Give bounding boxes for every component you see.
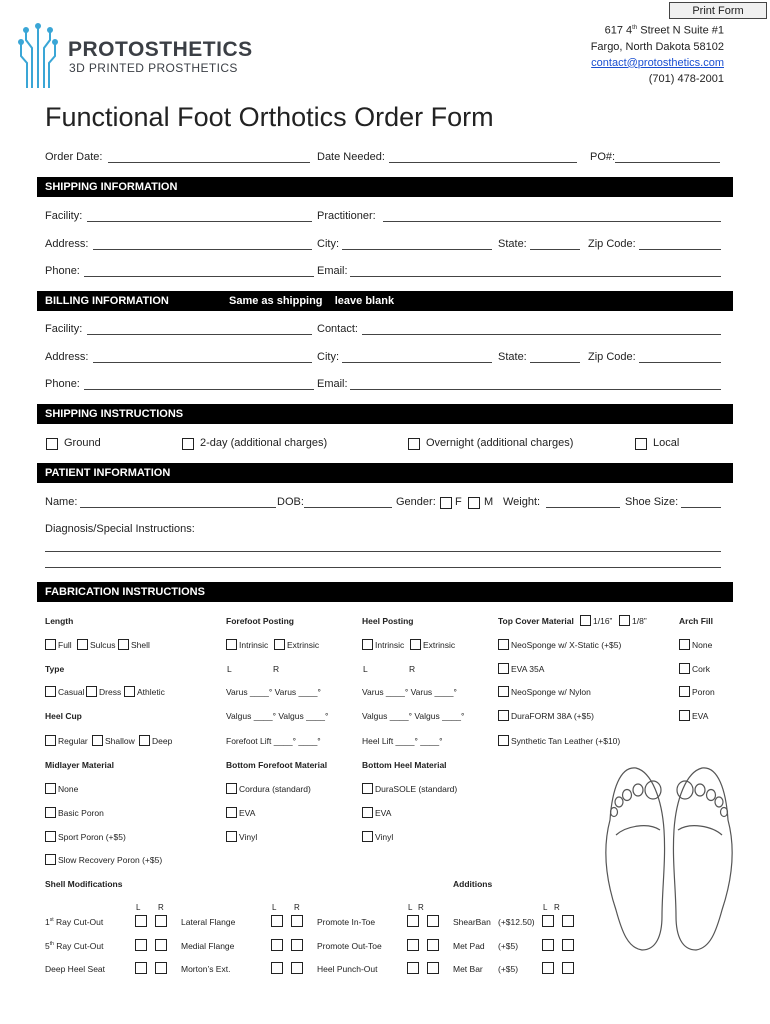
heel-cup-shallow-label: Shallow: [105, 736, 135, 746]
type-dress-checkbox[interactable]: [86, 686, 97, 697]
ship-email-label: Email:: [317, 265, 348, 277]
ship-phone-label: Phone:: [45, 265, 80, 277]
date-needed-label: Date Needed:: [317, 151, 385, 163]
billing-note: Same as shipping leave blank: [229, 295, 395, 307]
patient-shoe-field[interactable]: [681, 507, 721, 508]
midlayer-slow-poron-label: Slow Recovery Poron (+$5): [58, 855, 163, 865]
billing-info-header: [37, 291, 733, 311]
ray5-r-checkbox[interactable]: [155, 939, 167, 951]
pro-in-r-checkbox[interactable]: [427, 915, 439, 927]
arch-fill-eva-label: EVA: [692, 711, 709, 721]
overnight-checkbox[interactable]: [408, 438, 420, 450]
sm-col1-r: R: [158, 903, 164, 912]
shearban-label: ShearBan: [453, 917, 491, 927]
overnight-label: Overnight (additional charges): [426, 437, 574, 449]
forefoot-varus[interactable]: Varus ____° Varus ____°: [226, 687, 321, 697]
ground-checkbox[interactable]: [46, 438, 58, 450]
bill-contact-field[interactable]: [362, 334, 721, 335]
ship-city-field[interactable]: [342, 249, 492, 250]
medial-l-checkbox[interactable]: [271, 939, 283, 951]
ship-zip-field[interactable]: [639, 249, 721, 250]
top-cover-eva35a-label: EVA 35A: [511, 664, 545, 674]
two-day-label: 2-day (additional charges): [200, 437, 328, 449]
top-cover-neosponge-x-label: NeoSponge w/ X-Static (+$5): [511, 640, 622, 650]
met-pad-price: (+$5): [498, 941, 519, 951]
gender-m-label: M: [484, 496, 494, 508]
patient-name-label: Name:: [45, 496, 78, 508]
ship-email-field[interactable]: [350, 276, 721, 277]
sm-col4-r: R: [554, 903, 560, 912]
brand-tagline: 3D PRINTED PROSTHETICS: [69, 61, 238, 75]
midlayer-sport-poron-checkbox[interactable]: [45, 831, 56, 842]
print-form-button[interactable]: Print Form: [669, 2, 767, 19]
bill-state-field[interactable]: [530, 362, 580, 363]
type-athletic-checkbox[interactable]: [124, 686, 135, 697]
heel-l-label: L: [363, 664, 368, 674]
forefoot-extrinsic-checkbox[interactable]: [274, 639, 285, 650]
order-date-label: Order Date:: [45, 151, 103, 163]
shearban-r-checkbox[interactable]: [562, 915, 574, 927]
bottom-forefoot-cordura-checkbox[interactable]: [226, 783, 237, 794]
arch-fill-none-label: None: [692, 640, 713, 650]
midlayer-basic-poron-label: Basic Poron: [58, 808, 104, 818]
midlayer-none-checkbox[interactable]: [45, 783, 56, 794]
midlayer-basic-poron-checkbox[interactable]: [45, 807, 56, 818]
heel-intrinsic-checkbox[interactable]: [362, 639, 373, 650]
address-phone: (701) 478-2001: [648, 72, 724, 85]
heel-cup-shallow-checkbox[interactable]: [92, 735, 103, 746]
patient-gender-label: Gender:: [396, 496, 436, 508]
forefoot-lift[interactable]: Forefoot Lift ____° ____°: [226, 736, 321, 746]
deep-heel-r-checkbox[interactable]: [155, 962, 167, 974]
midlayer-slow-poron-checkbox[interactable]: [45, 854, 56, 865]
heel-cup-regular-checkbox[interactable]: [45, 735, 56, 746]
length-full-checkbox[interactable]: [45, 639, 56, 650]
ground-label: Ground: [64, 437, 101, 449]
local-label: Local: [653, 437, 680, 449]
heel-cup-regular-label: Regular: [58, 736, 88, 746]
logo-circuit-icon: [18, 18, 58, 90]
page-title: Functional Foot Orthotics Order Form: [45, 102, 494, 132]
mortons-ext-label: Morton’s Ext.: [181, 964, 231, 974]
diagnosis-line-2[interactable]: [45, 567, 721, 568]
top-cover-eighth-checkbox[interactable]: [619, 615, 630, 626]
type-casual-checkbox[interactable]: [45, 686, 56, 697]
bill-facility-label: Facility:: [45, 323, 83, 335]
midlayer-heading: Midlayer Material: [45, 760, 114, 770]
length-heading: Length: [45, 616, 74, 626]
bill-zip-label: Zip Code:: [588, 351, 636, 363]
forefoot-l-label: L: [227, 664, 232, 674]
met-pad-l-checkbox[interactable]: [542, 939, 554, 951]
forefoot-posting-heading: Forefoot Posting: [226, 616, 294, 626]
top-cover-eighth-label: 1/8”: [632, 616, 647, 626]
heel-lift[interactable]: Heel Lift ____° ____°: [362, 736, 443, 746]
type-dress-label: Dress: [99, 687, 122, 697]
length-sulcus-checkbox[interactable]: [77, 639, 88, 650]
forefoot-intrinsic-checkbox[interactable]: [226, 639, 237, 650]
shearban-l-checkbox[interactable]: [542, 915, 554, 927]
patient-weight-field[interactable]: [546, 507, 620, 508]
sm-col3-l: L: [408, 903, 413, 912]
bottom-forefoot-cordura-label: Cordura (standard): [239, 784, 311, 794]
top-cover-synthetic-checkbox[interactable]: [498, 735, 509, 746]
top-cover-duraform-checkbox[interactable]: [498, 710, 509, 721]
bill-phone-field[interactable]: [84, 389, 314, 390]
bottom-forefoot-heading: Bottom Forefoot Material: [226, 760, 328, 770]
gender-f-checkbox[interactable]: [440, 497, 452, 509]
arch-fill-cork-checkbox[interactable]: [679, 663, 690, 674]
diagnosis-label: Diagnosis/Special Instructions:: [45, 523, 195, 535]
arch-fill-poron-checkbox[interactable]: [679, 686, 690, 697]
top-cover-duraform-label: DuraFORM 38A (+$5): [511, 711, 594, 721]
bottom-heel-vinyl-label: Vinyl: [375, 832, 394, 842]
bill-phone-label: Phone:: [45, 378, 80, 390]
ray5-l-checkbox[interactable]: [135, 939, 147, 951]
heel-intrinsic-label: Intrinsic: [375, 640, 405, 650]
fabrication-header: FABRICATION INSTRUCTIONS: [37, 582, 733, 602]
medial-flange-label: Medial Flange: [181, 941, 235, 951]
met-pad-label: Met Pad: [453, 941, 485, 951]
met-pad-r-checkbox[interactable]: [562, 939, 574, 951]
ray1-r-checkbox[interactable]: [155, 915, 167, 927]
shearban-price: (+$12.50): [498, 917, 535, 927]
feet-outline-illustration: [598, 760, 740, 956]
bill-email-field[interactable]: [350, 389, 721, 390]
forefoot-r-label: R: [273, 664, 280, 674]
lateral-flange-label: Lateral Flange: [181, 917, 236, 927]
ship-facility-field[interactable]: [87, 221, 312, 222]
heel-valgus[interactable]: Valgus ____° Valgus ____°: [362, 711, 465, 721]
address-street: 617 4th Street N Suite #1: [604, 24, 724, 37]
heel-r-label: R: [409, 664, 416, 674]
deep-heel-seat-label: Deep Heel Seat: [45, 964, 106, 974]
type-athletic-label: Athletic: [137, 687, 165, 697]
ship-address-field[interactable]: [93, 249, 312, 250]
bill-city-label: City:: [317, 351, 339, 363]
bottom-forefoot-vinyl-checkbox[interactable]: [226, 831, 237, 842]
heel-punch-r-checkbox[interactable]: [427, 962, 439, 974]
ship-phone-field[interactable]: [84, 276, 314, 277]
met-bar-price: (+$5): [498, 964, 519, 974]
top-cover-neosponge-nylon-label: NeoSponge w/ Nylon: [511, 687, 591, 697]
ship-state-label: State:: [498, 238, 527, 250]
type-casual-label: Casual: [58, 687, 85, 697]
bill-zip-field[interactable]: [639, 362, 721, 363]
met-bar-l-checkbox[interactable]: [542, 962, 554, 974]
ray1-label: 1st Ray Cut-Out: [45, 917, 104, 927]
gender-f-label: F: [455, 496, 462, 508]
top-cover-synthetic-label: Synthetic Tan Leather (+$10): [511, 736, 621, 746]
mortons-l-checkbox[interactable]: [271, 962, 283, 974]
pro-out-r-checkbox[interactable]: [427, 939, 439, 951]
lateral-l-checkbox[interactable]: [271, 915, 283, 927]
diagnosis-line-1[interactable]: [45, 551, 721, 552]
date-needed-field[interactable]: [389, 162, 577, 163]
patient-info-header: PATIENT INFORMATION: [37, 463, 733, 483]
top-cover-eva35a-checkbox[interactable]: [498, 663, 509, 674]
ship-state-field[interactable]: [530, 249, 580, 250]
length-sulcus-label: Sulcus: [90, 640, 116, 650]
ship-city-label: City:: [317, 238, 339, 250]
pro-in-l-checkbox[interactable]: [407, 915, 419, 927]
sm-col3-r: R: [418, 903, 424, 912]
address-block: [591, 20, 724, 87]
bottom-forefoot-vinyl-label: Vinyl: [239, 832, 258, 842]
bill-address-label: Address:: [45, 351, 89, 363]
po-label: PO#:: [590, 151, 616, 163]
heel-punch-l-checkbox[interactable]: [407, 962, 419, 974]
lateral-r-checkbox[interactable]: [291, 915, 303, 927]
arch-fill-poron-label: Poron: [692, 687, 715, 697]
bill-city-field[interactable]: [342, 362, 492, 363]
bottom-heel-heading: Bottom Heel Material: [362, 760, 447, 770]
shipping-instructions-header: SHIPPING INSTRUCTIONS: [37, 404, 733, 424]
bottom-heel-eva-label: EVA: [375, 808, 392, 818]
arch-fill-eva-checkbox[interactable]: [679, 710, 690, 721]
met-bar-r-checkbox[interactable]: [562, 962, 574, 974]
patient-weight-label: Weight:: [503, 496, 541, 508]
top-cover-neosponge-nylon-checkbox[interactable]: [498, 686, 509, 697]
sm-col4-l: L: [543, 903, 548, 912]
two-day-checkbox[interactable]: [182, 438, 194, 450]
length-shell-checkbox[interactable]: [118, 639, 129, 650]
patient-shoe-label: Shoe Size:: [625, 496, 679, 508]
arch-fill-heading: Arch Fill: [679, 616, 714, 626]
ray1-l-checkbox[interactable]: [135, 915, 147, 927]
additions-heading: Additions: [453, 879, 493, 889]
top-cover-sixteenth-label: 1/16”: [593, 616, 613, 626]
deep-heel-l-checkbox[interactable]: [135, 962, 147, 974]
order-date-field[interactable]: [108, 162, 310, 163]
bill-facility-field[interactable]: [87, 334, 312, 335]
po-field[interactable]: [615, 162, 720, 163]
heel-varus[interactable]: Varus ____° Varus ____°: [362, 687, 457, 697]
heel-extrinsic-checkbox[interactable]: [410, 639, 421, 650]
bottom-forefoot-eva-label: EVA: [239, 808, 256, 818]
address-city: Fargo, North Dakota 58102: [590, 40, 724, 53]
sm-col1-l: L: [136, 903, 141, 912]
arch-fill-cork-label: Cork: [692, 664, 710, 674]
heel-cup-deep-label: Deep: [152, 736, 173, 746]
met-bar-label: Met Bar: [453, 964, 483, 974]
bottom-heel-durasole-label: DuraSOLE (standard): [375, 784, 458, 794]
patient-dob-field[interactable]: [304, 507, 392, 508]
bottom-heel-durasole-checkbox[interactable]: [362, 783, 373, 794]
ship-zip-label: Zip Code:: [588, 238, 636, 250]
top-cover-neosponge-x-checkbox[interactable]: [498, 639, 509, 650]
bill-address-field[interactable]: [93, 362, 312, 363]
midlayer-none-label: None: [58, 784, 79, 794]
midlayer-sport-poron-label: Sport Poron (+$5): [58, 832, 126, 842]
brand-name: PROTOSTHETICS: [68, 38, 253, 61]
top-cover-sixteenth-checkbox[interactable]: [580, 615, 591, 626]
ray5-label: 5th Ray Cut-Out: [45, 941, 104, 951]
gender-m-checkbox[interactable]: [468, 497, 480, 509]
bill-email-label: Email:: [317, 378, 348, 390]
sm-col2-r: R: [294, 903, 300, 912]
top-cover-heading: Top Cover Material: [498, 616, 574, 626]
heel-posting-heading: Heel Posting: [362, 616, 414, 626]
heel-cup-heading: Heel Cup: [45, 711, 82, 721]
medial-r-checkbox[interactable]: [291, 939, 303, 951]
patient-name-field[interactable]: [80, 507, 276, 508]
ship-practitioner-field[interactable]: [383, 221, 721, 222]
length-shell-label: Shell: [131, 640, 150, 650]
promote-out-toe-label: Promote Out-Toe: [317, 941, 382, 951]
bottom-heel-vinyl-checkbox[interactable]: [362, 831, 373, 842]
ship-practitioner-label: Practitioner:: [317, 210, 376, 222]
mortons-r-checkbox[interactable]: [291, 962, 303, 974]
address-email[interactable]: contact@protosthetics.com: [591, 56, 724, 69]
bill-state-label: State:: [498, 351, 527, 363]
ship-facility-label: Facility:: [45, 210, 83, 222]
promote-in-toe-label: Promote In-Toe: [317, 917, 376, 927]
heel-cup-deep-checkbox[interactable]: [139, 735, 150, 746]
forefoot-extrinsic-label: Extrinsic: [287, 640, 320, 650]
heel-punch-out-label: Heel Punch-Out: [317, 964, 378, 974]
type-heading: Type: [45, 664, 65, 674]
bottom-forefoot-eva-checkbox[interactable]: [226, 807, 237, 818]
bottom-heel-eva-checkbox[interactable]: [362, 807, 373, 818]
billing-header-text: BILLING INFORMATION: [45, 295, 169, 307]
pro-out-l-checkbox[interactable]: [407, 939, 419, 951]
forefoot-intrinsic-label: Intrinsic: [239, 640, 269, 650]
bill-contact-label: Contact:: [317, 323, 358, 335]
heel-extrinsic-label: Extrinsic: [423, 640, 456, 650]
patient-dob-label: DOB:: [277, 496, 304, 508]
forefoot-valgus[interactable]: Valgus ____° Valgus ____°: [226, 711, 329, 721]
shipping-info-header: SHIPPING INFORMATION: [37, 177, 733, 197]
local-checkbox[interactable]: [635, 438, 647, 450]
length-full-label: Full: [58, 640, 72, 650]
ship-address-label: Address:: [45, 238, 89, 250]
shell-mods-heading: Shell Modifications: [45, 879, 123, 889]
arch-fill-none-checkbox[interactable]: [679, 639, 690, 650]
sm-col2-l: L: [272, 903, 277, 912]
